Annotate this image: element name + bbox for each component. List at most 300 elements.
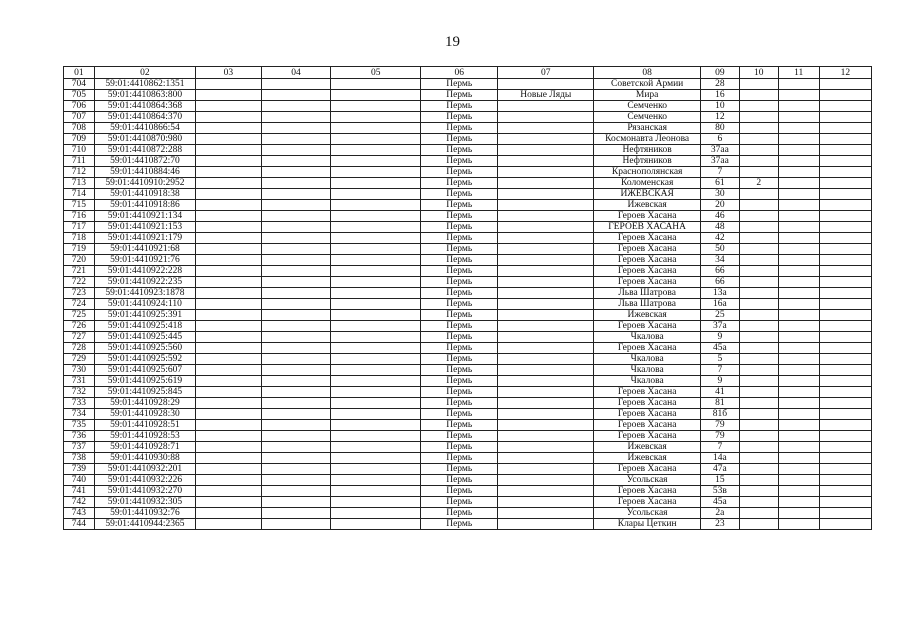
table-cell [196, 332, 262, 343]
table-cell: Чкалова [594, 365, 701, 376]
table-cell: 59:01:4410872:288 [94, 145, 195, 156]
table-cell [819, 519, 871, 530]
table-cell: Пермь [421, 222, 498, 233]
table-cell [196, 431, 262, 442]
table-row [64, 90, 872, 101]
table-cell: 59:01:4410932:201 [94, 464, 195, 475]
table-cell [331, 497, 421, 508]
table-cell: 6 [700, 134, 739, 145]
table-cell [739, 244, 778, 255]
table-cell: 66 [700, 277, 739, 288]
table-cell: Клары Цеткин [594, 519, 701, 530]
table-cell: Семченко [594, 101, 701, 112]
table-cell: 42 [700, 233, 739, 244]
table-cell [819, 222, 871, 233]
table-cell [261, 310, 331, 321]
table-cell: Пермь [421, 387, 498, 398]
table-cell [739, 277, 778, 288]
table-row [64, 310, 872, 321]
table-cell: 704 [64, 79, 95, 90]
table-cell: Льва Шатрова [594, 288, 701, 299]
table-row [64, 519, 872, 530]
table-cell [261, 442, 331, 453]
table-cell [778, 123, 819, 134]
table-cell [498, 299, 594, 310]
table-cell: Пермь [421, 277, 498, 288]
table-cell: Героев Хасана [594, 464, 701, 475]
table-cell [196, 266, 262, 277]
table-cell [498, 266, 594, 277]
table-cell: Героев Хасана [594, 277, 701, 288]
table-cell [196, 343, 262, 354]
table-row [64, 299, 872, 310]
table-cell: 37аа [700, 156, 739, 167]
column-header: 12 [819, 67, 871, 79]
table-cell [261, 277, 331, 288]
table-cell: 739 [64, 464, 95, 475]
table-row [64, 277, 872, 288]
header-row [64, 67, 872, 79]
table-cell [498, 398, 594, 409]
table-cell [739, 354, 778, 365]
table-cell [261, 343, 331, 354]
table-row [64, 156, 872, 167]
table-cell: 59:01:4410864:370 [94, 112, 195, 123]
table-cell [498, 134, 594, 145]
table-cell: Героев Хасана [594, 420, 701, 431]
table-cell [819, 200, 871, 211]
table-cell: 59:01:4410925:445 [94, 332, 195, 343]
table-cell: 714 [64, 189, 95, 200]
table-cell: Чкалова [594, 376, 701, 387]
table-cell [331, 453, 421, 464]
table-cell: Героев Хасана [594, 255, 701, 266]
table-cell: 9 [700, 332, 739, 343]
table-cell [739, 112, 778, 123]
table-cell [819, 211, 871, 222]
table-cell [331, 420, 421, 431]
table-cell [739, 376, 778, 387]
table-cell [778, 189, 819, 200]
table-cell: Пермь [421, 211, 498, 222]
table-cell [819, 387, 871, 398]
table-cell: ГЕРОЕВ ХАСАНА [594, 222, 701, 233]
table-cell [261, 145, 331, 156]
table-cell: 7 [700, 442, 739, 453]
table-cell: Краснополянская [594, 167, 701, 178]
table-header [64, 67, 872, 79]
table-cell: Пермь [421, 178, 498, 189]
table-cell: 743 [64, 508, 95, 519]
table-cell [331, 244, 421, 255]
table-cell: 59:01:4410925:619 [94, 376, 195, 387]
table-cell [778, 387, 819, 398]
table-row [64, 244, 872, 255]
table-cell [778, 288, 819, 299]
table-cell [819, 123, 871, 134]
table-cell: 59:01:4410922:228 [94, 266, 195, 277]
table-row [64, 442, 872, 453]
table-row [64, 409, 872, 420]
table-cell [498, 145, 594, 156]
table-cell [498, 519, 594, 530]
table-cell [196, 277, 262, 288]
table-cell: 720 [64, 255, 95, 266]
table-cell [261, 244, 331, 255]
table-cell [778, 233, 819, 244]
table-cell [331, 387, 421, 398]
table-cell [778, 200, 819, 211]
table-cell [331, 200, 421, 211]
table-body [64, 79, 872, 530]
table-cell [196, 453, 262, 464]
table-cell [261, 167, 331, 178]
table-cell [498, 178, 594, 189]
table-cell [196, 508, 262, 519]
table-cell [261, 453, 331, 464]
table-cell [498, 464, 594, 475]
table-cell [331, 90, 421, 101]
table-cell [196, 310, 262, 321]
table-cell [739, 398, 778, 409]
table-cell [331, 233, 421, 244]
column-header: 07 [498, 67, 594, 79]
table-cell [778, 431, 819, 442]
table-cell [819, 508, 871, 519]
table-cell [739, 90, 778, 101]
table-cell [819, 101, 871, 112]
table-cell: 711 [64, 156, 95, 167]
table-cell [196, 112, 262, 123]
table-cell [739, 464, 778, 475]
table-cell [498, 112, 594, 123]
table-cell: 59:01:4410918:38 [94, 189, 195, 200]
table-cell: 741 [64, 486, 95, 497]
table-cell: Пермь [421, 266, 498, 277]
table-cell: Рязанская [594, 123, 701, 134]
table-cell [498, 486, 594, 497]
table-cell [498, 497, 594, 508]
table-cell [498, 167, 594, 178]
table-cell [739, 420, 778, 431]
table-cell [819, 321, 871, 332]
table-cell: 59:01:4410884:46 [94, 167, 195, 178]
table-cell: Пермь [421, 200, 498, 211]
table-cell: Космонавта Леонова [594, 134, 701, 145]
table-cell [739, 486, 778, 497]
table-cell [739, 365, 778, 376]
table-cell [261, 365, 331, 376]
table-cell: 718 [64, 233, 95, 244]
table-cell [331, 442, 421, 453]
registry-table [63, 66, 872, 530]
table-row [64, 178, 872, 189]
table-cell [778, 420, 819, 431]
table-cell: Пермь [421, 189, 498, 200]
table-row [64, 343, 872, 354]
table-row [64, 222, 872, 233]
table-cell: Усольская [594, 475, 701, 486]
table-cell: Ижевская [594, 442, 701, 453]
column-header: 03 [196, 67, 262, 79]
table-cell: 7 [700, 167, 739, 178]
table-cell: Нефтяников [594, 156, 701, 167]
table-cell [261, 497, 331, 508]
table-cell: Пермь [421, 409, 498, 420]
table-cell: 48 [700, 222, 739, 233]
table-cell [196, 321, 262, 332]
table-cell [739, 288, 778, 299]
table-cell [739, 409, 778, 420]
table-cell [331, 354, 421, 365]
table-cell: Ижевская [594, 453, 701, 464]
table-cell [739, 123, 778, 134]
table-row [64, 200, 872, 211]
table-cell [331, 398, 421, 409]
table-cell [819, 398, 871, 409]
table-cell [498, 222, 594, 233]
table-cell: 736 [64, 431, 95, 442]
table-cell: Пермь [421, 475, 498, 486]
table-cell: 716 [64, 211, 95, 222]
table-cell: ИЖЕВСКАЯ [594, 189, 701, 200]
table-cell: 79 [700, 420, 739, 431]
column-header: 11 [778, 67, 819, 79]
table-cell [196, 464, 262, 475]
table-cell: 50 [700, 244, 739, 255]
table-cell [739, 222, 778, 233]
table-row [64, 420, 872, 431]
table-cell: Пермь [421, 123, 498, 134]
table-cell [739, 343, 778, 354]
table-cell [331, 519, 421, 530]
table-cell [739, 167, 778, 178]
table-cell [739, 233, 778, 244]
table-cell: Пермь [421, 453, 498, 464]
table-cell [778, 222, 819, 233]
table-cell: 59:01:4410925:391 [94, 310, 195, 321]
table-cell [778, 497, 819, 508]
table-cell [778, 167, 819, 178]
table-cell [778, 321, 819, 332]
table-cell: 25 [700, 310, 739, 321]
table-cell: 708 [64, 123, 95, 134]
table-cell [331, 255, 421, 266]
table-cell [739, 145, 778, 156]
table-cell: 37а [700, 321, 739, 332]
table-cell [331, 332, 421, 343]
table-cell: 59:01:4410928:29 [94, 398, 195, 409]
table-cell: 5 [700, 354, 739, 365]
table-cell: 23 [700, 519, 739, 530]
table-cell [331, 189, 421, 200]
table-row [64, 475, 872, 486]
table-cell [739, 101, 778, 112]
table-cell: Пермь [421, 167, 498, 178]
table-cell [739, 453, 778, 464]
table-cell [261, 387, 331, 398]
column-header: 02 [94, 67, 195, 79]
table-cell: 79 [700, 431, 739, 442]
table-cell [819, 464, 871, 475]
table-cell [196, 288, 262, 299]
table-cell [331, 486, 421, 497]
table-cell: 59:01:4410863:800 [94, 90, 195, 101]
table-cell [778, 255, 819, 266]
table-cell [196, 101, 262, 112]
table-cell [196, 409, 262, 420]
table-cell [196, 365, 262, 376]
table-cell: 59:01:4410921:179 [94, 233, 195, 244]
table-cell: Героев Хасана [594, 409, 701, 420]
table-cell [498, 277, 594, 288]
table-cell [498, 79, 594, 90]
table-cell: 59:01:4410921:153 [94, 222, 195, 233]
table-cell [261, 288, 331, 299]
table-cell [261, 222, 331, 233]
table-cell [778, 508, 819, 519]
table-cell [778, 134, 819, 145]
table-cell [261, 508, 331, 519]
table-cell: Пермь [421, 431, 498, 442]
table-cell [819, 310, 871, 321]
table-cell: 707 [64, 112, 95, 123]
table-cell [331, 222, 421, 233]
table-cell [739, 134, 778, 145]
table-cell: 59:01:4410872:70 [94, 156, 195, 167]
table-cell: Героев Хасана [594, 486, 701, 497]
table-row [64, 79, 872, 90]
table-cell [739, 299, 778, 310]
table-cell [778, 277, 819, 288]
table-cell: 734 [64, 409, 95, 420]
table-cell [261, 266, 331, 277]
table-cell [261, 101, 331, 112]
table-row [64, 101, 872, 112]
table-cell: 59:01:4410921:68 [94, 244, 195, 255]
table-row [64, 123, 872, 134]
table-row [64, 486, 872, 497]
table-cell [261, 321, 331, 332]
table-cell [498, 189, 594, 200]
table-cell [778, 365, 819, 376]
table-cell: 66 [700, 266, 739, 277]
table-cell [739, 321, 778, 332]
table-cell [819, 233, 871, 244]
table-cell [778, 486, 819, 497]
table-cell [819, 189, 871, 200]
table-cell: Коломенская [594, 178, 701, 189]
table-cell: Пермь [421, 464, 498, 475]
table-cell [739, 200, 778, 211]
table-cell: Пермь [421, 112, 498, 123]
table-cell [196, 398, 262, 409]
table-cell: 709 [64, 134, 95, 145]
table-cell: 59:01:4410925:607 [94, 365, 195, 376]
table-row [64, 189, 872, 200]
table-cell [819, 365, 871, 376]
table-cell [196, 167, 262, 178]
table-cell [196, 497, 262, 508]
table-cell [331, 475, 421, 486]
table-cell: Пермь [421, 255, 498, 266]
table-cell: 59:01:4410921:134 [94, 211, 195, 222]
table-cell [261, 112, 331, 123]
table-cell: Пермь [421, 90, 498, 101]
table-cell: 735 [64, 420, 95, 431]
table-cell: Семченко [594, 112, 701, 123]
table-cell: 16 [700, 90, 739, 101]
table-cell [331, 123, 421, 134]
table-cell [819, 486, 871, 497]
table-cell [196, 255, 262, 266]
table-cell: Нефтяников [594, 145, 701, 156]
table-cell: 730 [64, 365, 95, 376]
table-cell [196, 442, 262, 453]
table-cell [331, 343, 421, 354]
table-cell [196, 354, 262, 365]
table-cell: 30 [700, 189, 739, 200]
table-cell [778, 475, 819, 486]
table-cell: 59:01:4410928:53 [94, 431, 195, 442]
table-cell: 737 [64, 442, 95, 453]
table-cell [819, 354, 871, 365]
table-cell [498, 453, 594, 464]
table-cell [498, 365, 594, 376]
table-cell: 722 [64, 277, 95, 288]
table-cell [331, 167, 421, 178]
table-row [64, 387, 872, 398]
table-cell: Героев Хасана [594, 497, 701, 508]
table-cell [778, 464, 819, 475]
table-cell [196, 134, 262, 145]
table-cell [261, 211, 331, 222]
table-cell: 59:01:4410922:235 [94, 277, 195, 288]
table-cell: 59:01:4410932:226 [94, 475, 195, 486]
table-cell [261, 178, 331, 189]
table-cell [819, 79, 871, 90]
table-cell: 729 [64, 354, 95, 365]
table-cell: Пермь [421, 145, 498, 156]
table-cell: Ижевская [594, 200, 701, 211]
table-cell [778, 266, 819, 277]
table-cell [778, 79, 819, 90]
table-cell [498, 244, 594, 255]
table-cell [778, 178, 819, 189]
table-cell [498, 310, 594, 321]
table-cell: Героев Хасана [594, 398, 701, 409]
table-cell [739, 266, 778, 277]
table-cell [778, 376, 819, 387]
table-cell [819, 244, 871, 255]
table-cell: 726 [64, 321, 95, 332]
table-row [64, 288, 872, 299]
table-row [64, 464, 872, 475]
table-cell: 59:01:4410923:1878 [94, 288, 195, 299]
table-cell [331, 288, 421, 299]
table-cell [261, 255, 331, 266]
table-cell [331, 277, 421, 288]
table-cell: Пермь [421, 497, 498, 508]
table-cell [778, 398, 819, 409]
table-cell [498, 255, 594, 266]
table-cell [261, 464, 331, 475]
table-cell: Пермь [421, 376, 498, 387]
table-cell: 59:01:4410925:592 [94, 354, 195, 365]
table-row [64, 376, 872, 387]
table-cell [196, 156, 262, 167]
table-cell [261, 189, 331, 200]
